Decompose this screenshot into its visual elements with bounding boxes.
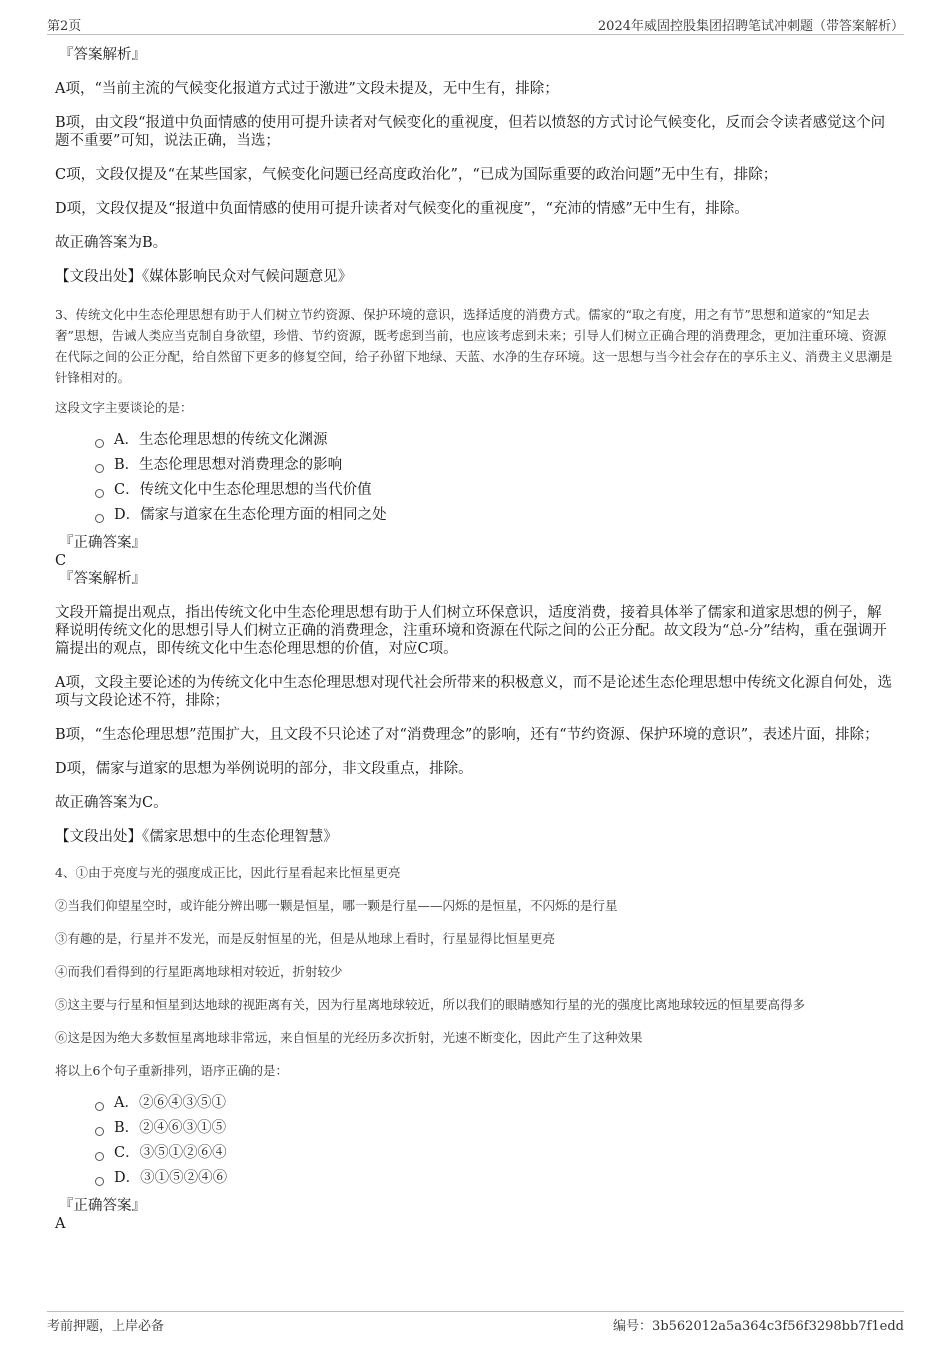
document-code: 编号：3b562012a5a364c3f56f3298bb7f1edd bbox=[613, 1319, 904, 1334]
page-footer bbox=[47, 1311, 904, 1334]
q4-option-c[interactable]: C．③⑤①②⑥④ bbox=[95, 1141, 895, 1166]
q3-analysis-d: D项，儒家与道家的思想为举例说明的部分，非文段重点，排除。 bbox=[55, 761, 473, 777]
radio-icon[interactable] bbox=[95, 1177, 104, 1186]
q3-options bbox=[95, 428, 895, 528]
q3-source: 【文段出处】《儒家思想中的生态伦理智慧》 bbox=[55, 829, 338, 845]
q3-question: 这段文字主要谈论的是： bbox=[55, 400, 193, 415]
q4-options bbox=[95, 1091, 895, 1191]
q2-analysis-a: A项，“当前主流的气候变化报道方式过于激进”文段未提及，无中生有，排除； bbox=[55, 81, 559, 97]
footer-slogan: 考前押题，上岸必备 bbox=[47, 1319, 165, 1334]
q3-analysis-label: 『答案解析』 bbox=[59, 571, 146, 587]
q4-sentence-3: ③有趣的是，行星并不发光，而是反射恒星的光，但是从地球上看时，行星显得比恒星更亮 bbox=[55, 931, 556, 946]
page-content bbox=[55, 46, 895, 1233]
radio-icon[interactable] bbox=[95, 1127, 104, 1136]
q3-conclusion: 故正确答案为C。 bbox=[55, 795, 168, 811]
q3-option-c[interactable]: C．传统文化中生态伦理思想的当代价值 bbox=[95, 478, 895, 503]
q4-question: 将以上6个句子重新排列，语序正确的是： bbox=[55, 1063, 288, 1078]
radio-icon[interactable] bbox=[95, 1102, 104, 1111]
q3-analysis-main: 文段开篇提出观点，指出传统文化中生态伦理思想有助于人们树立环保意识，适度消费，接着具体举了儒家和道家思想的例子，解释说明传统文化的思想引导人们树立正确的消费理念，注重环境和资源在代际之间的公正分配。故文段为“总-分”结构，重在强调开篇提出的观点，即传统文化中生态伦理思想的价值，对应C项。 bbox=[55, 605, 887, 657]
radio-icon[interactable] bbox=[95, 439, 104, 448]
q3-option-a[interactable]: A．生态伦理思想的传统文化渊源 bbox=[95, 428, 895, 453]
q3-stem: 3、传统文化中生态伦理思想有助于人们树立节约资源、保护环境的意识，选择适度的消费方式。儒家的“取之有度，用之有节”思想和道家的“知足去奢”思想，告诫人类应当克制自身欲望，珍惜、节约资源，既考虑到当前，也应该考虑到未来；引导人们树立正确合理的消费理念，更加注重环境、资源在代际之间的公正分配，给自然留下更多的修复空间，给子孙留下地绿、天蓝、水净的生存环境。这一思想与当今社会存在的享乐主义、消费主义思潮是针锋相对的。 bbox=[55, 307, 893, 385]
q4-sentence-5: ⑤这主要与行星和恒星到达地球的视距离有关，因为行星离地球较近，所以我们的眼睛感知行星的光的强度比离地球较远的恒星要高得多 bbox=[55, 997, 806, 1012]
q4-answer-label: 『正确答案』 bbox=[59, 1198, 146, 1214]
q2-analysis-d: D项，文段仅提及“报道中负面情感的使用可提升读者对气候变化的重视度”，“充沛的情感”无中生有，排除。 bbox=[55, 201, 749, 217]
page-number: 第2页 bbox=[47, 19, 82, 34]
q3-answer: C bbox=[55, 553, 67, 569]
q4-sentence-2: ②当我们仰望星空时，或许能分辨出哪一颗是恒星，哪一颗是行星——闪烁的是恒星，不闪烁的是行星 bbox=[55, 898, 618, 913]
document-title: 2024年威固控股集团招聘笔试冲刺题（带答案解析） bbox=[597, 19, 904, 34]
q4-option-b[interactable]: B．②④⑥③①⑤ bbox=[95, 1116, 895, 1141]
q3-analysis-a: A项，文段主要论述的为传统文化中生态伦理思想对现代社会所带来的积极意义，而不是论述生态伦理思想中传统文化源自何处，选项与文段论述不符，排除； bbox=[55, 675, 892, 709]
radio-icon[interactable] bbox=[95, 464, 104, 473]
radio-icon[interactable] bbox=[95, 1152, 104, 1161]
q3-answer-label: 『正确答案』 bbox=[59, 535, 146, 551]
q4-sentence-1: 4、①由于亮度与光的强度成正比，因此行星看起来比恒星更亮 bbox=[55, 865, 401, 880]
q2-analysis-b: B项，由文段“报道中负面情感的使用可提升读者对气候变化的重视度，但若以愤怒的方式讨论气候变化，反而会令读者感觉这个问题不重要”可知，说法正确，当选； bbox=[55, 115, 886, 149]
q3-option-d[interactable]: D．儒家与道家在生态伦理方面的相同之处 bbox=[95, 503, 895, 528]
q4-answer: A bbox=[55, 1216, 66, 1232]
q4-option-d[interactable]: D．③①⑤②④⑥ bbox=[95, 1166, 895, 1191]
q3-option-b[interactable]: B．生态伦理思想对消费理念的影响 bbox=[95, 453, 895, 478]
radio-icon[interactable] bbox=[95, 514, 104, 523]
q4-option-a[interactable]: A．②⑥④③⑤① bbox=[95, 1091, 895, 1116]
q2-source: 【文段出处】《媒体影响民众对气候问题意见》 bbox=[55, 269, 353, 285]
q3-analysis-b: B项，“生态伦理思想”范围扩大，且文段不只论述了对“消费理念”的影响，还有“节约资源、保护环境的意识”，表述片面，排除； bbox=[55, 727, 879, 743]
q2-analysis-c: C项，文段仅提及“在某些国家，气候变化问题已经高度政治化”，“已成为国际重要的政治问题”无中生有，排除； bbox=[55, 167, 778, 183]
q4-sentence-6: ⑥这是因为绝大多数恒星离地球非常远，来自恒星的光经历多次折射，光速不断变化，因此产生了这种效果 bbox=[55, 1030, 643, 1045]
q4-sentence-4: ④而我们看得到的行星距离地球相对较近，折射较少 bbox=[55, 964, 343, 979]
q2-analysis-label: 『答案解析』 bbox=[59, 47, 146, 63]
page-header bbox=[47, 14, 904, 35]
radio-icon[interactable] bbox=[95, 489, 104, 498]
q2-conclusion: 故正确答案为B。 bbox=[55, 235, 168, 251]
